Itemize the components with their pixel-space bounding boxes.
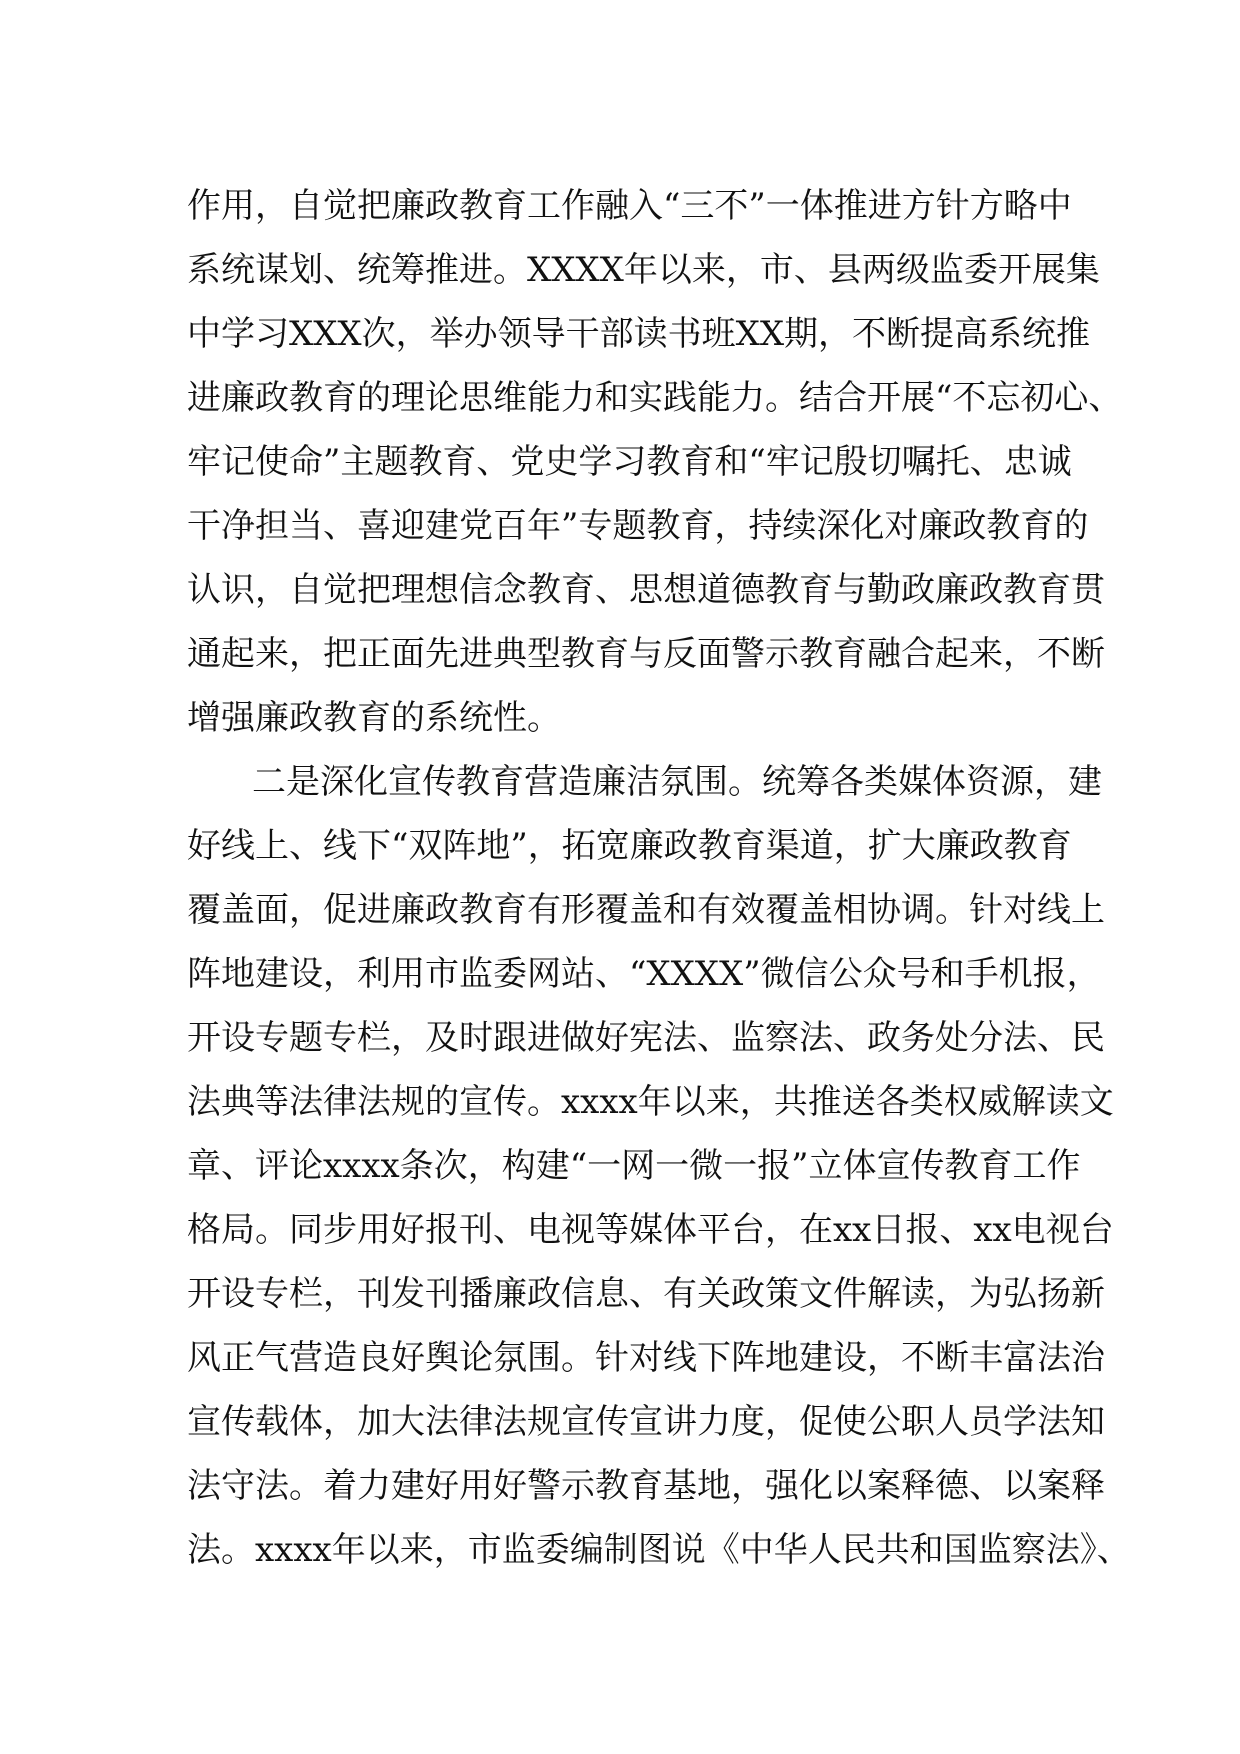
text-line: 认识，自觉把理想信念教育、思想道德教育与勤政廉政教育贯 [187,570,1105,610]
text-line: 宣传载体，加大法律法规宣传宣讲力度，促使公职人员学法知 [187,1402,1105,1442]
text-line: 法守法。着力建好用好警示教育基地，强化以案释德、以案释 [187,1466,1105,1506]
text-line: 好线上、线下“双阵地”，拓宽廉政教育渠道，扩大廉政教育 [187,826,1072,866]
text-line: 法。xxxx年以来，市监委编制图说《中华人民共和国监察法》、 [187,1530,1131,1570]
text-line: 覆盖面，促进廉政教育有形覆盖和有效覆盖相协调。针对线上 [187,890,1105,930]
text-line: 开设专题专栏，及时跟进做好宪法、监察法、政务处分法、民 [187,1018,1105,1058]
paragraph-first-line: 二是深化宣传教育营造廉洁氛围。统筹各类媒体资源，建 [252,762,1102,802]
text-line: 格局。同步用好报刊、电视等媒体平台，在xx日报、xx电视台 [187,1210,1114,1250]
text-line: 进廉政教育的理论思维能力和实践能力。结合开展“不忘初心、 [187,378,1123,418]
text-line: 增强廉政教育的系统性。 [187,698,561,738]
text-line: 通起来，把正面先进典型教育与反面警示教育融合起来，不断 [187,634,1105,674]
text-line: 法典等法律法规的宣传。xxxx年以来，共推送各类权威解读文 [187,1082,1114,1122]
text-line: 作用，自觉把廉政教育工作融入“三不”一体推进方针方略中 [187,186,1072,226]
text-line: 牢记使命”主题教育、党史学习教育和“牢记殷切嘱托、忠诚 [187,442,1072,482]
text-line: 系统谋划、统筹推进。XXXX年以来，市、县两级监委开展集 [187,250,1100,290]
text-line: 阵地建设，利用市监委网站、“XXXX”微信公众号和手机报， [187,954,1101,994]
text-line: 风正气营造良好舆论氛围。针对线下阵地建设，不断丰富法治 [187,1338,1105,1378]
text-line: 中学习XXX次，举办领导干部读书班XX期，不断提高系统推 [187,314,1091,354]
text-line: 干净担当、喜迎建党百年”专题教育，持续深化对廉政教育的 [187,506,1089,546]
text-line: 开设专栏，刊发刊播廉政信息、有关政策文件解读，为弘扬新 [187,1274,1105,1314]
text-line: 章、评论xxxx条次，构建“一网一微一报”立体宣传教育工作 [187,1146,1081,1186]
